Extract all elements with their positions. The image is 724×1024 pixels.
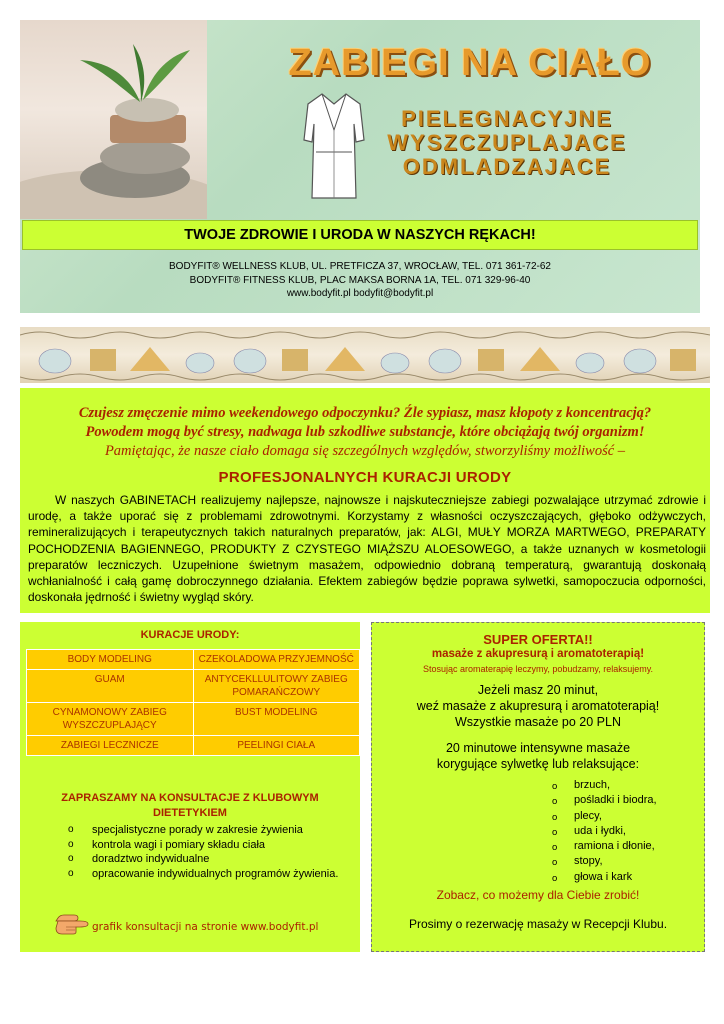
contact-addresses (20, 260, 700, 301)
offer-subtitle: masaże z akupresurą i aromatoterapią! (431, 648, 645, 660)
consult-list (68, 823, 348, 881)
decorative-spa-border (20, 327, 710, 383)
spa-stones-photo (20, 20, 207, 219)
list-item: o pośladki i biodra, (552, 793, 657, 808)
offer-line: Jeżeli masz 20 minut, (477, 683, 599, 697)
list-item: o kontrola wagi i pomiary składu ciała (68, 838, 348, 853)
subtitle-block (372, 107, 642, 179)
list-item: o brzuch, (552, 778, 657, 793)
table-cell: ZABIEGI LECZNICZE (27, 736, 194, 756)
offer-text (372, 682, 704, 730)
web-email-line[interactable]: www.bodyfit.pl bodyfit@bodyfit.pl (286, 288, 434, 299)
subtitle-line: WYSZCZUPLAJACE (387, 130, 627, 155)
subtitle-line: PIELEGNACYJNE (401, 106, 613, 131)
table-cell: PEELINGI CIAŁA (193, 736, 360, 756)
table-cell: CZEKOLADOWA PRZYJEMNOŚĆ (193, 650, 360, 670)
offer-line: 20 minutowe intensywne masaże (445, 741, 631, 755)
offer-text (372, 740, 704, 772)
section-heading: PROFESJONALNYCH KURACJI URODY (218, 469, 512, 486)
body-parts-list (552, 778, 657, 885)
table-row (27, 736, 360, 756)
super-offer-panel (371, 622, 705, 952)
pointing-hand-icon (54, 913, 90, 935)
slogan-bar: TWOJE ZDROWIE I URODA W NASZYCH RĘKACH! (22, 220, 698, 250)
offer-line: weź masaże z akupresurą i aromatoterapią! (416, 699, 660, 713)
offer-line: Wszystkie masaże po 20 PLN (454, 715, 622, 729)
table-cell: BUST MODELING (193, 703, 360, 736)
subtitle-line: ODMLADZAJACE (402, 154, 612, 179)
list-item: o doradztwo indywidualne (68, 852, 348, 867)
offer-note: Stosując aromaterapię leczymy, pobudzamy, relaksujemy. (422, 664, 654, 674)
intro-question (20, 404, 710, 442)
question-line: Powodem mogą być stresy, nadwaga lub szkodliwe substancje, które obciążają twój organizm! (85, 424, 645, 440)
offer-cta: Zobacz, co możemy dla Ciebie zrobić! (436, 888, 640, 902)
list-item: o uda i łydki, (552, 824, 657, 839)
list-item: o stopy, (552, 854, 657, 869)
table-cell: BODY MODELING (27, 650, 194, 670)
table-cell: CYNAMONOWY ZABIEG WYSZCZUPLAJĄCY (27, 703, 194, 736)
list-item: o specjalistyczne porady w zakresie żywienia (68, 823, 348, 838)
list-item: o ramiona i dłonie, (552, 839, 657, 854)
table-row (27, 703, 360, 736)
offer-line: korygujące sylwetkę lub relaksujące: (436, 757, 640, 771)
intro-remember: Pamiętając, że nasze ciało domaga się szczególnych względów, stworzyliśmy możliwość – (104, 443, 626, 459)
treatments-panel (20, 622, 360, 952)
table-cell: ANTYCEKLLULITOWY ZABIEG POMARAŃCZOWY (193, 670, 360, 703)
intro-paragraph: W naszych GABINETACH realizujemy najlepsze, najnowsze i najskuteczniejsze zabiegi pozwalające utrzymać zdrowie i urodę, a także uporać się z problemami zdrowotnymi. Korzystamy z własności oczyszczających, głęboko odżywczych, remineralizujących i terapeutycznych takich naturalnych preparatów, jak: ALGI, MUŁY MORZA MARTWEGO, PREPARATY POCHODZENIA BAGIENNEGO, PRODUKTY Z CZYSTEGO MIĄŻSZU ALOESOWEGO, a także uznanych w kosmetologii preparatów leczniczych. Uzupełnione świetnym masażem, odpowiednio dobraną temperaturą, gwarantują doskonałą wchłanialność i całą gamę dobroczynnego działania. Efektem zabiegów będzie poprawa sylwetki, samopoczucia odporności, doskonała jędrność i świetny wygląd skóry. (28, 493, 706, 605)
header-banner (20, 20, 700, 313)
bathrobe-icon (302, 90, 366, 202)
intro-section (20, 388, 710, 613)
treatments-title: KURACJE URODY: (140, 629, 240, 641)
table-row (27, 650, 360, 670)
table-row (27, 670, 360, 703)
table-cell: GUAM (27, 670, 194, 703)
consult-title-line: ZAPRASZAMY NA KONSULTACJE Z KLUBOWYM (61, 792, 319, 804)
consult-title (20, 791, 360, 821)
reservation-note: Prosimy o rezerwację masaży w Recepcji Klubu. (408, 917, 668, 931)
consult-schedule-note: grafik konsultacji na stronie www.bodyfit.pl (92, 921, 319, 933)
question-line: Czujesz zmęczenie mimo weekendowego odpoczynku? Źle sypiasz, masz kłopoty z koncentracją? (78, 405, 652, 421)
address-line: BODYFIT® WELLNESS KLUB, UL. PRETFICZA 37, WROCŁAW, TEL. 071 361-72-62 (169, 261, 551, 272)
address-line: BODYFIT® FITNESS KLUB, PLAC MAKSA BORNA 1A, TEL. 071 329-96-40 (189, 274, 531, 286)
page-title: ZABIEGI NA CIAŁO (288, 42, 652, 84)
offer-title: SUPER OFERTA!! (483, 632, 593, 647)
consult-title-line: DIETETYKIEM (153, 807, 227, 819)
list-item: o plecy, (552, 809, 657, 824)
list-item: o opracowanie indywidualnych programów żywienia. (68, 867, 348, 882)
treatments-table (26, 649, 360, 756)
list-item: o głowa i kark (552, 870, 657, 885)
